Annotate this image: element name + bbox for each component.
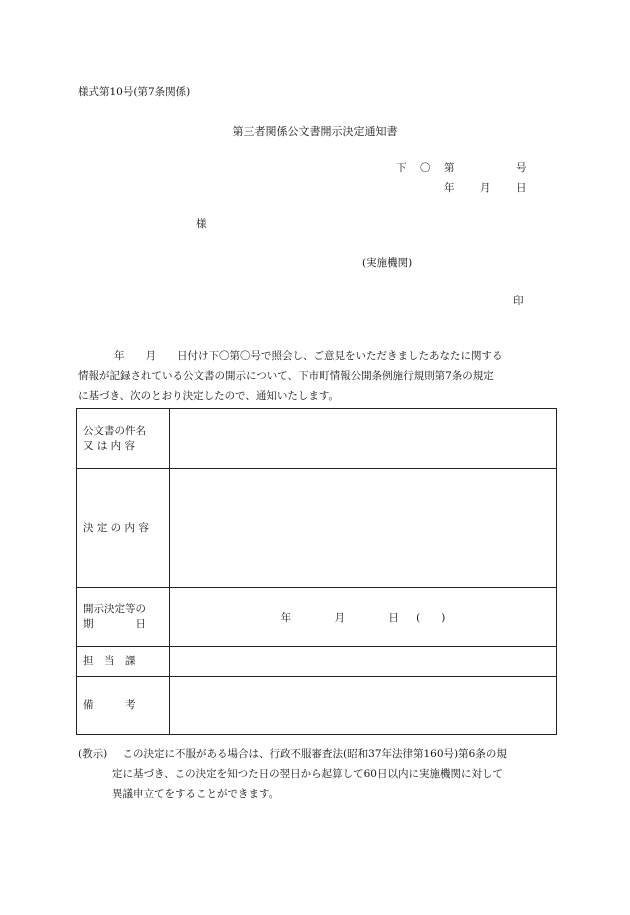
decision-table [76, 408, 557, 735]
notice-line: この決定に不服がある場合は、行政不服審査法(昭和37年法律第160号)第6条の規 [122, 748, 507, 760]
label-remarks: 備 考 [77, 677, 170, 735]
addressee-honorific: 様 [196, 218, 207, 230]
label-department: 担 当 課 [77, 647, 170, 677]
value-decision-content[interactable] [170, 469, 557, 588]
notice-line: 定に基づき、この決定を知つた日の翌日から起算して60日以内に実施機関に対して [112, 768, 503, 780]
label-document-subject: 公文書の件名 又 は 内 容 [77, 409, 170, 469]
seal-mark: 印 [513, 295, 524, 307]
date-day: 日 [516, 182, 527, 194]
body-paragraph [78, 346, 553, 406]
label-decision-content: 決 定 の 内 容 [77, 469, 170, 588]
body-line: 情報が記録されている公文書の開示について、下市町情報公開条例施行規則第7条の規定 [78, 370, 494, 382]
reference-prefix: 下 [396, 162, 407, 174]
implementing-agency: (実施機関) [362, 257, 413, 269]
value-department[interactable] [170, 647, 557, 677]
instruction-notice [78, 744, 507, 804]
reference-dai: 第 [444, 162, 455, 174]
body-line: に基づき、次のとおり決定したので、通知いたします。 [78, 390, 340, 402]
value-remarks[interactable] [170, 677, 557, 735]
body-line: 年 月 日付け下〇第〇号で照会し、ご意見をいただきましたあなたに関する [114, 350, 503, 362]
notice-heading: (教示) [78, 748, 108, 760]
notice-line: 異議申立てをすることができます。 [112, 788, 280, 800]
reference-mark: 〇 [420, 162, 431, 174]
form-number: 様式第10号(第7条関係) [78, 86, 191, 98]
value-document-subject[interactable] [170, 409, 557, 469]
reference-go: 号 [516, 162, 527, 174]
table-row [77, 588, 557, 647]
value-disclosure-date[interactable]: 年 月 日 ( ) [170, 588, 557, 647]
table-row [77, 677, 557, 735]
table-row [77, 409, 557, 469]
table-row [77, 469, 557, 588]
date-year: 年 [444, 182, 455, 194]
date-month: 月 [480, 182, 491, 194]
document-title: 第三者関係公文書開示決定通知書 [232, 125, 398, 138]
table-row [77, 647, 557, 677]
label-disclosure-date: 開示決定等の 期 日 [77, 588, 170, 647]
